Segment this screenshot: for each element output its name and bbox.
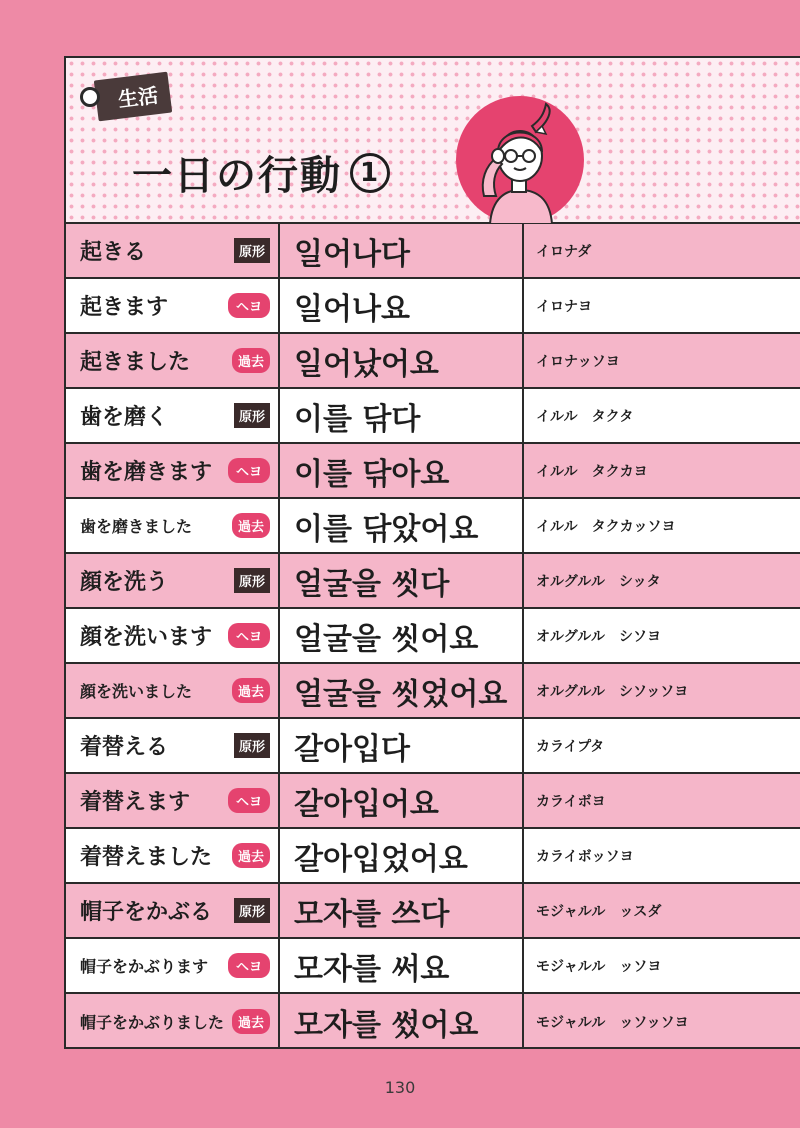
korean-phrase: 모자를 썼어요 [280, 994, 524, 1049]
pronunciation-kana: イルル タクカヨ [524, 444, 800, 497]
japanese-cell [66, 389, 280, 442]
table-row [66, 774, 800, 829]
title-number: 1 [350, 153, 390, 193]
pronunciation-kana: イロナダ [524, 224, 800, 277]
table-row [66, 224, 800, 279]
form-badge: 原形 [234, 238, 270, 263]
table-row [66, 554, 800, 609]
form-badge: ヘヨ [228, 293, 270, 318]
form-badge: 過去 [232, 843, 270, 868]
japanese-cell [66, 279, 280, 332]
korean-phrase: 갈아입다 [280, 719, 524, 772]
header-banner [66, 58, 800, 224]
category-tag [80, 76, 170, 117]
table-row [66, 389, 800, 444]
japanese-cell [66, 334, 280, 387]
korean-phrase: 갈아입었어요 [280, 829, 524, 882]
form-badge: 原形 [234, 898, 270, 923]
pronunciation-kana: カライボヨ [524, 774, 800, 827]
form-badge: 過去 [232, 678, 270, 703]
korean-phrase: 갈아입어요 [280, 774, 524, 827]
japanese-phrase: 起きました [80, 350, 191, 375]
form-badge: ヘヨ [228, 788, 270, 813]
pronunciation-kana: イルル タクタ [524, 389, 800, 442]
korean-phrase: 얼굴을 씻어요 [280, 609, 524, 662]
pronunciation-kana: イロナヨ [524, 279, 800, 332]
table-row [66, 609, 800, 664]
table-row [66, 719, 800, 774]
japanese-cell [66, 774, 280, 827]
japanese-cell [66, 554, 280, 607]
table-row [66, 279, 800, 334]
table-row [66, 334, 800, 389]
page-number: 130 [384, 1078, 416, 1097]
japanese-phrase: 着替える [80, 735, 169, 760]
japanese-phrase: 着替えました [80, 845, 213, 870]
korean-phrase: 모자를 쓰다 [280, 884, 524, 937]
table-row [66, 444, 800, 499]
pronunciation-kana: カライボッソヨ [524, 829, 800, 882]
korean-phrase: 모자를 써요 [280, 939, 524, 992]
form-badge: 過去 [232, 1009, 270, 1034]
form-badge: 過去 [232, 348, 270, 373]
form-badge: 過去 [232, 513, 270, 538]
table-row [66, 994, 800, 1049]
table-row [66, 829, 800, 884]
korean-phrase: 얼굴을 씻었어요 [280, 664, 524, 717]
japanese-phrase: 歯を磨く [80, 405, 169, 430]
pronunciation-kana: オルグルル シソヨ [524, 609, 800, 662]
japanese-cell [66, 939, 280, 992]
japanese-cell [66, 884, 280, 937]
vocab-table [66, 224, 800, 1049]
page-title [132, 144, 390, 201]
japanese-cell [66, 664, 280, 717]
form-badge: ヘヨ [228, 458, 270, 483]
title-text: 一日の行動 [132, 153, 342, 199]
form-badge: 原形 [234, 403, 270, 428]
form-badge: ヘヨ [228, 623, 270, 648]
japanese-phrase: 起きます [80, 295, 169, 320]
tag-ring-icon [80, 87, 100, 107]
form-badge: 原形 [234, 733, 270, 758]
pronunciation-kana: オルグルル シソッソヨ [524, 664, 800, 717]
pronunciation-kana: イロナッソヨ [524, 334, 800, 387]
japanese-phrase: 顔を洗う [80, 570, 169, 595]
pronunciation-kana: イルル タクカッソヨ [524, 499, 800, 552]
pronunciation-kana: モジャルル ッソッソヨ [524, 994, 800, 1049]
korean-phrase: 이를 닦아요 [280, 444, 524, 497]
category-label: 生活 [94, 72, 172, 122]
vocab-sheet [64, 56, 800, 1049]
korean-phrase: 이를 닦다 [280, 389, 524, 442]
japanese-phrase: 着替えます [80, 790, 191, 815]
japanese-phrase: 歯を磨きました [80, 517, 193, 536]
korean-phrase: 일어났어요 [280, 334, 524, 387]
form-badge: ヘヨ [228, 953, 270, 978]
japanese-cell [66, 609, 280, 662]
table-row [66, 939, 800, 994]
japanese-cell [66, 719, 280, 772]
japanese-cell [66, 499, 280, 552]
japanese-phrase: 帽子をかぶる [80, 900, 213, 925]
japanese-cell [66, 829, 280, 882]
japanese-phrase: 帽子をかぶりました [80, 1013, 225, 1032]
korean-phrase: 일어나요 [280, 279, 524, 332]
form-badge: 原形 [234, 568, 270, 593]
korean-phrase: 얼굴을 씻다 [280, 554, 524, 607]
japanese-phrase: 起きる [80, 240, 147, 265]
pronunciation-kana: モジャルル ッソヨ [524, 939, 800, 992]
pronunciation-kana: オルグルル シッタ [524, 554, 800, 607]
girl-brushing-hair-illustration [456, 96, 584, 224]
japanese-phrase: 歯を磨きます [80, 460, 213, 485]
korean-phrase: 일어나다 [280, 224, 524, 277]
table-row [66, 664, 800, 719]
table-row [66, 499, 800, 554]
japanese-phrase: 帽子をかぶります [80, 957, 209, 976]
pronunciation-kana: カライプタ [524, 719, 800, 772]
pronunciation-kana: モジャルル ッスダ [524, 884, 800, 937]
japanese-phrase: 顔を洗いました [80, 682, 193, 701]
table-row [66, 884, 800, 939]
japanese-phrase: 顔を洗います [80, 625, 213, 650]
japanese-cell [66, 444, 280, 497]
japanese-cell [66, 994, 280, 1049]
korean-phrase: 이를 닦았어요 [280, 499, 524, 552]
japanese-cell [66, 224, 280, 277]
